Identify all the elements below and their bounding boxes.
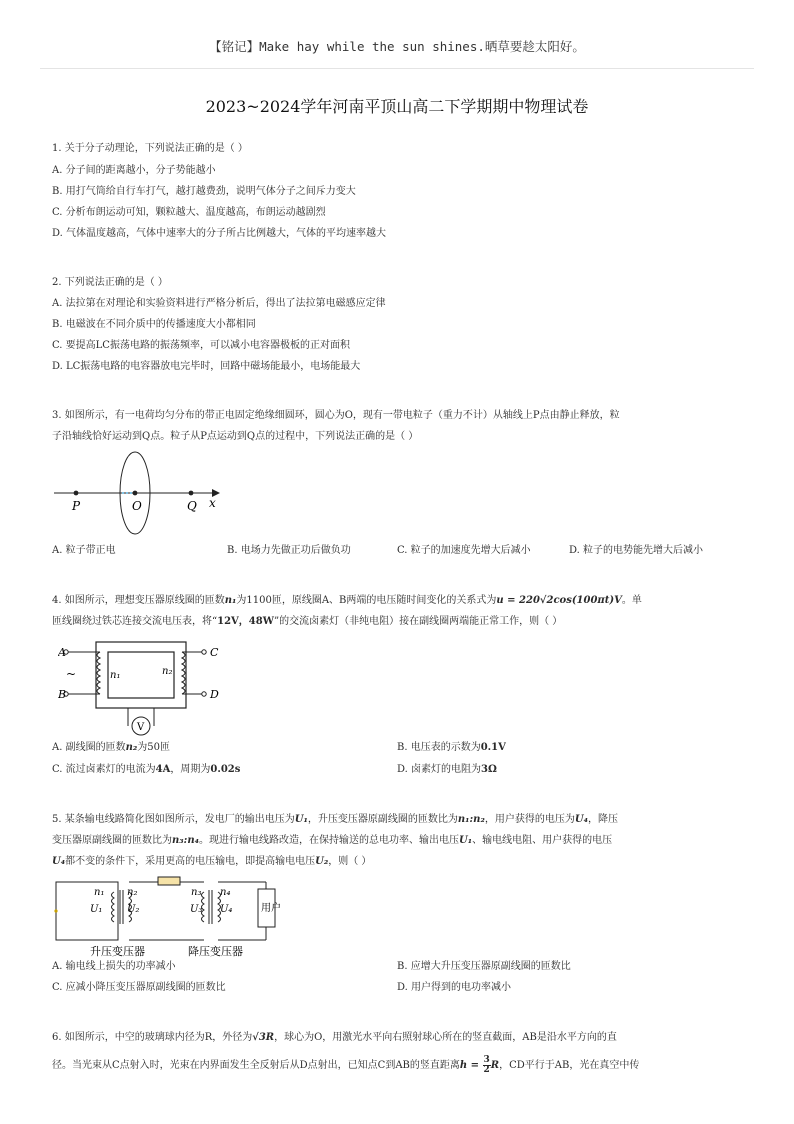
q5-u1: U₁ [294,814,308,825]
q6-fraction [483,1056,491,1075]
q5-stepdown-label: 降压变压器 [188,945,243,958]
q6-r: R [490,1060,500,1071]
q6-text: 径。当光束从C点射入时，光束在内界面发生全反射后从D点射出，已知点C到AB的竖直距离 [52,1060,460,1071]
q4-primary-coil [97,652,100,694]
q5-left-loop [56,882,118,940]
q3-label-o: O [132,499,142,513]
q1-stem: 1. 关于分子动理论，下列说法正确的是（ ） [52,143,248,154]
q4-a-n2: n₂ [125,742,138,753]
q4-text: 为1100匝，原线圈A、B两端的电压随时间变化的关系式为 [236,595,497,606]
q3-point-o [133,491,138,496]
q5-option-a: A. 输电线上损失的功率减小 [52,961,176,972]
q5-u2: U₂ [315,856,329,867]
q5-fig-n1: n₁ [94,887,105,898]
header-divider [40,68,754,69]
q5-fig-n3: n₃ [191,887,202,898]
q5-user-label: 用户 [261,903,281,914]
q4-d-text: D. 卤素灯的电阻为 [397,764,482,775]
q5-source-dot [54,909,57,912]
q2-stem: 2. 下列说法正确的是（ ） [52,277,168,288]
q5-n1n2: n₁:n₂ [457,814,485,825]
q5-option-d: D. 用户得到的电功率减小 [397,982,512,993]
q5-stepup-primary [112,892,115,922]
q5-fig-u2: U₂ [127,904,140,915]
q5-text: 。现进行输电线路改造，在保持输送的总电功率、输出电压 [199,835,459,846]
q4-c-period: 0.02s [210,764,241,775]
q4-option-d [397,763,497,777]
page-motto: 【铭记】Make hay while the sun shines.晒草要趁太阳好。 [209,39,585,54]
q5-n3n4: n₃:n₄ [172,835,199,846]
q2-option-c: C. 要提高LC振荡电路的振荡频率，可以减小电容器极板的正对面积 [52,340,350,351]
q1-option-c: C. 分析布朗运动可知，颗粒越大、温度越高，布朗运动越剧烈 [52,207,326,218]
q4-voltmeter-label: V [137,722,145,733]
q4-a-text: 为50匝 [137,742,170,753]
q3-label-x: x [209,496,216,510]
q4-c-text: C. 流过卤素灯的电流为 [52,764,156,775]
q5-stem-line2 [52,834,612,848]
q4-a-text: A. 副线圈的匝数 [52,742,126,753]
q4-label-a: A [58,646,66,659]
q5-transmission-figure [54,874,286,960]
q5-option-c: C. 应减小降压变压器原副线圈的匝数比 [52,982,226,993]
q4-c-current: 4A [155,764,171,775]
q6-stem-line2 [52,1056,639,1075]
q3-label-p: P [72,499,81,513]
q5-text: 都不变的条件下，采用更高的电压输电，即提高输电电压 [65,856,316,867]
q4-label-c: C [210,646,219,659]
q4-text: ”的交流卤素灯（非纯电阻）接在副线圈两端能正常工作，则（ ） [273,616,563,627]
q5-text: 、输电线电阻、用户获得的电压 [472,835,613,846]
q4-text: 。单 [621,595,642,606]
q5-text: ，则（ ） [328,856,372,867]
q4-b-text: B. 电压表的示数为 [397,742,481,753]
q3-point-p [74,491,79,496]
q4-n1: n₁ [224,595,237,606]
q1-option-d: D. 气体温度越高，气体中速率大的分子所占比例越大，气体的平均速率越大 [52,228,387,239]
q5-text: 变压器原副线圈的匝数比为 [52,835,172,846]
q5-fig-u3: U₃ [190,904,203,915]
q5-option-b: B. 应增大升压变压器原副线圈的匝数比 [397,961,571,972]
q5-text: ，降压 [587,814,618,825]
q4-text: 4. 如图所示，理想变压器原线圈的匝数 [52,595,225,606]
q4-option-a [52,741,170,755]
q5-u4: U₄ [52,856,66,867]
q1-option-a: A. 分子间的距离越小，分子势能越小 [52,165,216,176]
q5-u4: U₄ [574,814,588,825]
q2-option-d: D. LC振荡电路的电容器放电完毕时，回路中磁场能最小，电场能最大 [52,361,361,372]
q4-transformer-figure [58,638,228,738]
q6-text: ，CD平行于AB，光在真空中传 [499,1060,640,1071]
q4-b-value: 0.1V [480,742,506,753]
q4-formula: u = 220√2cos(100πt)V [496,595,622,606]
q4-label-d: D [210,688,219,701]
q3-stem-line1: 3. 如图所示，有一电荷均匀分布的带正电固定绝缘细圆环，圆心为O，现有一带电粒子（重力不计）从轴线上P点由静止释放，粒 [52,410,620,421]
q4-terminal-d [202,692,206,696]
q5-fig-n4: n₄ [220,887,231,898]
q5-fig-u4: U₄ [220,904,233,915]
q4-option-b [397,741,506,755]
q6-frac-den: 2 [483,1065,490,1075]
q5-fig-n2: n₂ [127,887,138,898]
q5-stem-line1 [52,813,618,827]
q3-option-d: D. 粒子的电势能先增大后减小 [569,545,704,556]
q3-point-q [189,491,194,496]
q1-option-b: B. 用打气筒给自行车打气，越打越费劲，说明气体分子之间斥力变大 [52,186,356,197]
q4-label-n1: n₁ [110,670,121,681]
q4-c-text: ，周期为 [170,764,211,775]
q5-text: ，用户获得的电压为 [484,814,575,825]
q6-text: 6. 如图所示，中空的玻璃球内径为R，外径为 [52,1032,253,1043]
q5-text: ，升压变压器原副线圈的匝数比为 [307,814,458,825]
q3-option-c: C. 粒子的加速度先增大后减小 [397,545,531,556]
page-title: 2023~2024学年河南平顶山高二下学期期中物理试卷 [205,97,589,116]
q3-option-b: B. 电场力先做正功后做负功 [227,545,351,556]
q4-terminal-c [202,650,206,654]
q4-stem-line2 [52,615,562,629]
q4-stem-line1 [52,594,642,608]
q4-label-b: B [58,688,67,701]
q5-stepup-label: 升压变压器 [90,945,145,958]
q6-outer-radius: √3R [252,1032,275,1043]
q2-option-a: A. 法拉第在对理论和实验资料进行严格分析后，得出了法拉第电磁感应定律 [52,298,386,309]
q3-ring-figure [52,450,232,540]
q4-option-c [52,763,240,777]
q4-label-n2: n₂ [162,666,173,677]
q5-fig-u1: U₁ [90,904,103,915]
q4-text: 匝线圈绕过铁芯连接交流电压表，将“ [52,616,218,627]
q3-option-a: A. 粒子带正电 [52,545,116,556]
q5-text: 5. 某条输电线路简化图如图所示，发电厂的输出电压为 [52,814,295,825]
q3-label-q: Q [187,499,197,513]
q4-secondary-coil [182,652,185,694]
q2-option-b: B. 电磁波在不同介质中的传播速度大小都相同 [52,319,256,330]
q6-h: h = [459,1060,483,1071]
q6-stem-line1 [52,1031,617,1045]
q3-stem-line2: 子沿轴线恰好运动到Q点。粒子从P点运动到Q点的过程中，下列说法正确的是（ ） [52,431,419,442]
q4-rating: 12V，48W [217,616,274,627]
q5-u1: U₁ [459,835,473,846]
q6-text: ，球心为O，用激光水平向右照射球心所在的竖直截面，AB是沿水平方向的直 [274,1032,617,1043]
q5-line-resistor [158,877,180,885]
q6-frac-num: 3 [483,1055,490,1065]
q4-ac-symbol: ~ [66,667,77,681]
q5-stem-line3 [52,855,371,869]
q4-d-resistance: 3Ω [481,764,497,775]
